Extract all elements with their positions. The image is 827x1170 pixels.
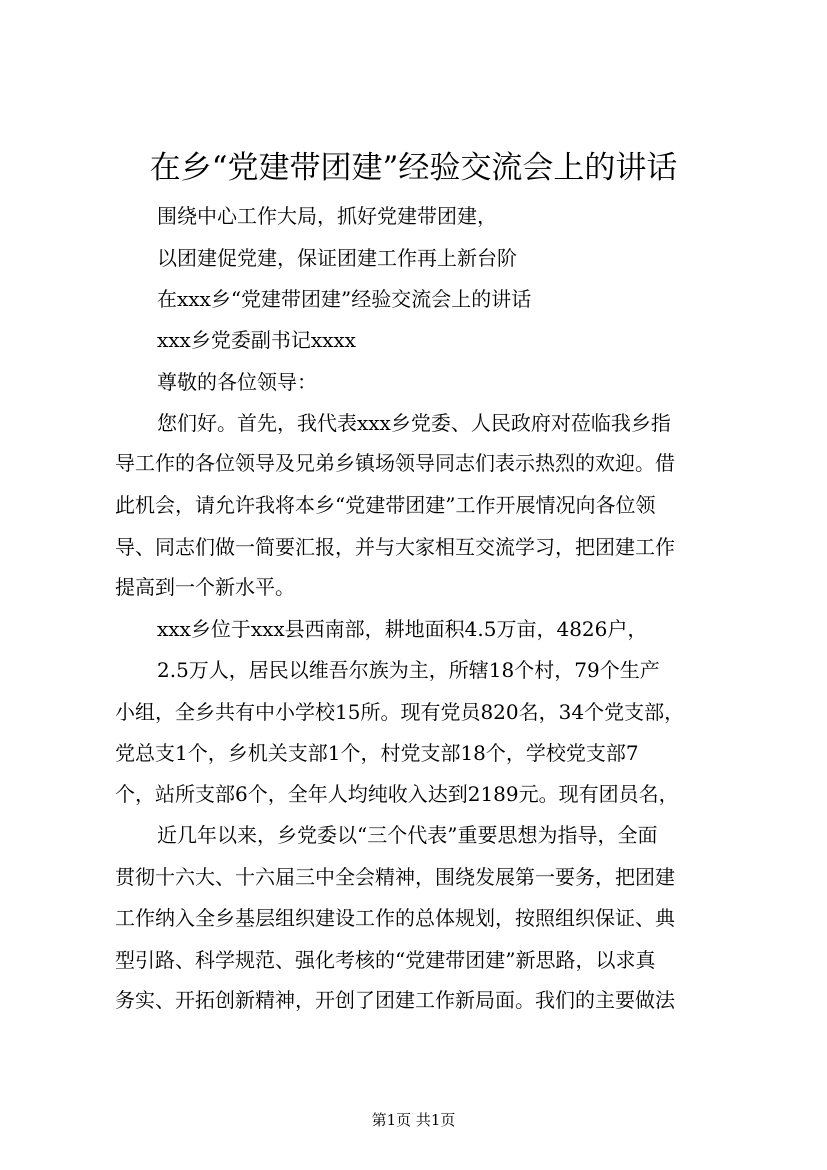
text-line: 围绕中心工作大局，抓好党建带团建， <box>157 204 497 228</box>
text-line: xxx乡党委副书记xxxx <box>157 328 356 352</box>
text-line: 导工作的各位领导及兄弟乡镇场领导同志们表示热烈的欢迎。借 <box>115 451 675 475</box>
text-line: 在xxx乡“党建带团建”经验交流会上的讲话 <box>157 287 532 311</box>
text-line: 近几年以来，乡党委以“三个代表”重要思想为指导，全面 <box>157 823 658 847</box>
text-line: 党总支1个，乡机关支部1个，村党支部18个，学校党支部7 <box>115 741 639 765</box>
text-line: 您们好。首先，我代表xxx乡党委、人民政府对莅临我乡指 <box>157 411 671 435</box>
text-line: 贯彻十六大、十六届三中全会精神，围绕发展第一要务，把团建 <box>115 865 675 889</box>
text-line: 务实、开拓创新精神，开创了团建工作新局面。我们的主要做法 <box>115 988 675 1012</box>
text-line: 2.5万人，居民以维吾尔族为主，所辖18个村，79个生产 <box>157 658 660 682</box>
text-line: 尊敬的各位领导： <box>157 370 317 394</box>
page-number-footer: 第1页 共1页 <box>371 1111 456 1129</box>
text-line: 导、同志们做一简要汇报，并与大家相互交流学习，把团建工作 <box>115 535 675 559</box>
text-line: 型引路、科学规范、强化考核的“党建带团建”新思路，以求真 <box>115 948 656 972</box>
text-line: 此机会，请允许我将本乡“党建带团建”工作开展情况向各位领 <box>115 493 656 517</box>
text-line: 工作纳入全乡基层组织建设工作的总体规划，按照组织保证、典 <box>115 906 675 930</box>
text-line: 以团建促党建，保证团建工作再上新台阶 <box>157 246 517 270</box>
text-line: 提高到一个新水平。 <box>115 575 295 599</box>
document-title: 在乡“党建带团建”经验交流会上的讲话 <box>149 150 678 186</box>
text-line: 个，站所支部6个，全年人均纯收入达到2189元。现有团员名， <box>115 782 679 806</box>
text-line: xxx乡位于xxx县西南部，耕地面积4.5万亩，4826户， <box>157 617 648 641</box>
text-line: 小组，全乡共有中小学校15所。现有党员820名，34个党支部， <box>115 700 685 724</box>
